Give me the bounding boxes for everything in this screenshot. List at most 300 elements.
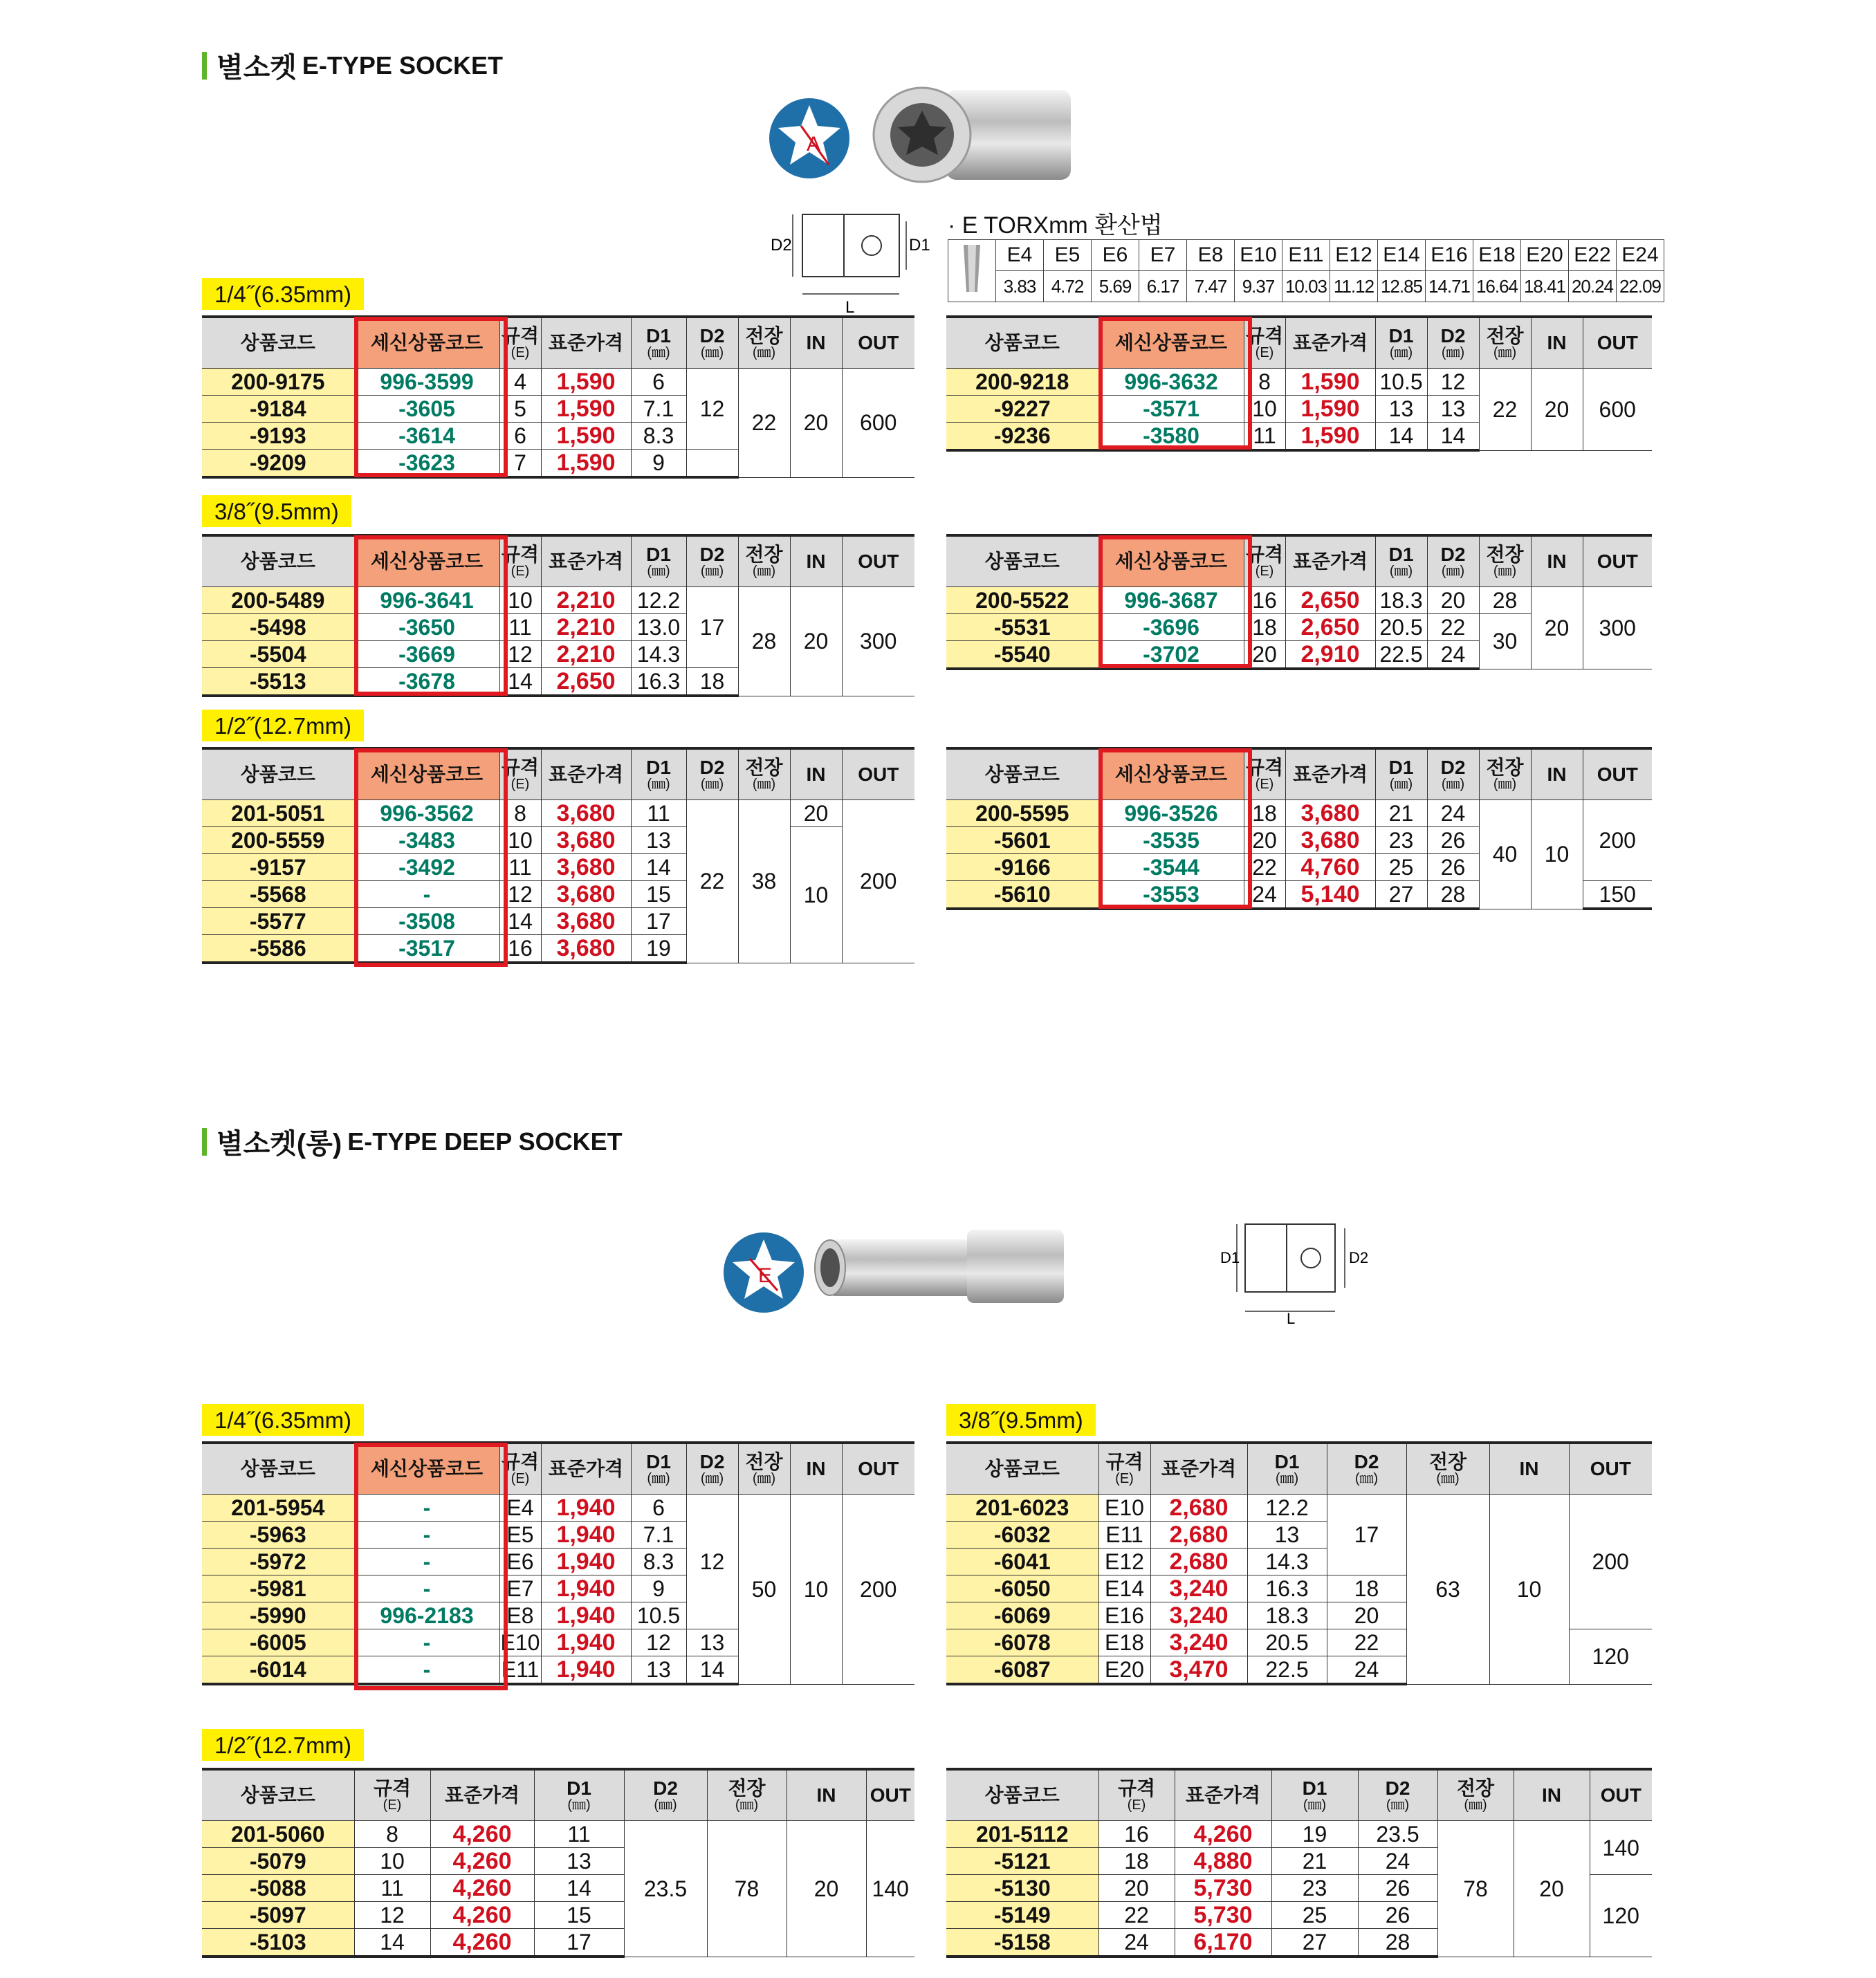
d2-value: 17 bbox=[686, 587, 738, 668]
header-d1 bbox=[1247, 1443, 1327, 1495]
spec-value: 10 bbox=[354, 1848, 430, 1875]
d2-value: 20 bbox=[1427, 587, 1479, 614]
sesin-code: -3702 bbox=[1098, 641, 1244, 669]
d2-value: 12 bbox=[686, 369, 738, 450]
spec-value: 11 bbox=[499, 854, 541, 881]
torx-size-cell: E5 bbox=[1044, 240, 1092, 271]
header-in-text: IN bbox=[1547, 332, 1567, 353]
d1-value: 15 bbox=[631, 881, 686, 908]
sesin-code: -3580 bbox=[1098, 423, 1244, 451]
d1-value: 20.5 bbox=[1247, 1629, 1327, 1656]
header-spec-text: 규격 bbox=[501, 1451, 540, 1472]
price-value: 1,940 bbox=[541, 1575, 631, 1602]
length-value: 63 bbox=[1406, 1495, 1489, 1685]
spec-value: E20 bbox=[1098, 1656, 1150, 1685]
header-out bbox=[1590, 1769, 1652, 1821]
header-d1-unit: (㎜) bbox=[1275, 1471, 1299, 1486]
out-value: 600 bbox=[842, 369, 914, 478]
header-spec-unit: (E) bbox=[511, 345, 530, 360]
out-value: 120 bbox=[1590, 1875, 1652, 1957]
spec-value: 20 bbox=[1244, 641, 1285, 669]
header-length-text: 전장 bbox=[745, 1451, 783, 1472]
d1-value: 25 bbox=[1375, 854, 1427, 881]
product-code: 200-9175 bbox=[202, 369, 354, 396]
spec-value: 14 bbox=[499, 668, 541, 696]
d1-value: 11 bbox=[534, 1821, 624, 1848]
product-code: -5158 bbox=[946, 1929, 1098, 1957]
d1-value: 13 bbox=[1247, 1522, 1327, 1549]
torx-size-cell: E20 bbox=[1521, 240, 1569, 271]
header-code-text: 상품코드 bbox=[240, 1784, 315, 1806]
spec-value: 11 bbox=[499, 614, 541, 641]
header-in bbox=[787, 1769, 866, 1821]
product-code: -9193 bbox=[202, 423, 354, 450]
out-value: 140 bbox=[1590, 1821, 1652, 1875]
header-price-text: 표준가격 bbox=[1292, 764, 1368, 785]
d1-value: 25 bbox=[1271, 1902, 1358, 1929]
length-value: 40 bbox=[1479, 800, 1531, 909]
d1-value: 13.0 bbox=[631, 614, 686, 641]
title-english: E-TYPE SOCKET bbox=[302, 50, 503, 80]
product-code: -5540 bbox=[946, 641, 1098, 669]
header-price bbox=[541, 535, 631, 587]
header-out-text: OUT bbox=[858, 764, 899, 785]
torx-mm-cell: 22.09 bbox=[1617, 271, 1664, 302]
d1-value: 14 bbox=[534, 1875, 624, 1902]
product-code: 201-5112 bbox=[946, 1821, 1098, 1848]
header-spec-text: 규격 bbox=[373, 1777, 412, 1799]
spec-value: 10 bbox=[499, 827, 541, 854]
torx-size-cell: E18 bbox=[1473, 240, 1521, 271]
spec-value: E16 bbox=[1098, 1602, 1150, 1629]
product-code: -5121 bbox=[946, 1848, 1098, 1875]
spec-value: E10 bbox=[500, 1630, 540, 1655]
header-spec bbox=[1098, 1443, 1150, 1495]
price-value: 3,680 bbox=[541, 854, 631, 881]
header-price bbox=[541, 748, 631, 800]
price-value: 1,590 bbox=[1285, 369, 1375, 396]
product-code: 201-6023 bbox=[946, 1495, 1098, 1522]
product-code: 200-5522 bbox=[946, 587, 1098, 614]
sesin-code: 996-3562 bbox=[354, 800, 499, 827]
header-out bbox=[866, 1769, 914, 1821]
header-spec-text: 규격 bbox=[501, 325, 540, 346]
header-d2-unit: (㎜) bbox=[1441, 564, 1465, 579]
header-in-text: IN bbox=[816, 1784, 836, 1806]
product-code: -6087 bbox=[946, 1656, 1098, 1685]
price-value: 3,680 bbox=[541, 908, 631, 935]
table-header-row bbox=[202, 1443, 914, 1495]
title-accent-bar bbox=[202, 1128, 207, 1156]
header-code bbox=[202, 748, 354, 800]
product-code: -6032 bbox=[946, 1522, 1098, 1549]
out-value: 120 bbox=[1569, 1629, 1652, 1685]
header-code-text: 상품코드 bbox=[984, 764, 1060, 785]
price-value: 2,680 bbox=[1150, 1495, 1247, 1522]
sesin-code: -3696 bbox=[1098, 614, 1244, 641]
header-d1-text: D1 bbox=[1302, 1777, 1327, 1799]
spec-value: 14 bbox=[354, 1929, 430, 1957]
section-title-e-type-socket bbox=[202, 46, 503, 85]
header-code bbox=[946, 1769, 1098, 1821]
header-d2-text: D2 bbox=[699, 1451, 725, 1472]
header-length-text: 전장 bbox=[1486, 544, 1524, 565]
product-code: -5963 bbox=[202, 1522, 354, 1549]
header-d1-unit: (㎜) bbox=[1389, 777, 1413, 792]
header-d2-unit: (㎜) bbox=[1441, 345, 1465, 360]
table-half-left bbox=[202, 747, 914, 964]
spec-value: 6 bbox=[499, 423, 541, 450]
d2-value: 28 bbox=[1358, 1929, 1437, 1957]
header-length bbox=[738, 1443, 790, 1495]
header-sesin-code bbox=[1098, 317, 1244, 369]
spec-value: 11 bbox=[1244, 423, 1285, 451]
header-length-text: 전장 bbox=[745, 325, 783, 346]
product-code: -9157 bbox=[202, 854, 354, 881]
price-value: 4,260 bbox=[430, 1848, 534, 1875]
size-label-three-eighths: 3/8˝(9.5mm) bbox=[946, 1404, 1096, 1436]
header-length-text: 전장 bbox=[1456, 1777, 1495, 1799]
header-d2-text: D2 bbox=[1354, 1451, 1379, 1472]
sesin-code: -3669 bbox=[354, 641, 499, 668]
header-d1-unit: (㎜) bbox=[647, 777, 670, 792]
d1-value: 23 bbox=[1271, 1875, 1358, 1902]
spec-value: 18 bbox=[1244, 800, 1285, 827]
header-in bbox=[1489, 1443, 1569, 1495]
header-in bbox=[790, 1443, 842, 1495]
price-value: 1,590 bbox=[1285, 396, 1375, 423]
header-code bbox=[946, 1443, 1098, 1495]
d1-value: 17 bbox=[534, 1929, 624, 1957]
sesin-code: - bbox=[354, 1575, 499, 1602]
table-deep-quarter bbox=[202, 1441, 914, 1685]
header-d2 bbox=[686, 1443, 738, 1495]
header-d2-unit: (㎜) bbox=[1441, 777, 1465, 792]
header-d1 bbox=[1375, 748, 1427, 800]
header-length bbox=[1437, 1769, 1514, 1821]
table-header-row bbox=[946, 748, 1652, 800]
header-spec bbox=[1098, 1769, 1175, 1821]
price-value: 2,680 bbox=[1150, 1549, 1247, 1575]
header-d1-unit: (㎜) bbox=[567, 1797, 591, 1813]
spec-value: 22 bbox=[1098, 1902, 1175, 1929]
header-d1-text: D1 bbox=[1274, 1451, 1300, 1472]
product-code: -5130 bbox=[946, 1875, 1098, 1902]
price-value: 1,940 bbox=[541, 1549, 631, 1575]
header-price bbox=[1175, 1769, 1271, 1821]
product-code: -5097 bbox=[202, 1902, 354, 1929]
header-length-text: 전장 bbox=[1486, 757, 1524, 778]
price-value: 3,680 bbox=[1285, 800, 1375, 827]
product-code: -5498 bbox=[202, 614, 354, 641]
length-value: 50 bbox=[738, 1495, 790, 1685]
d1-value: 14 bbox=[1375, 423, 1427, 451]
spec-value: 20 bbox=[1098, 1875, 1175, 1902]
torx-mm-cell: 18.41 bbox=[1521, 271, 1569, 302]
d1-value: 14.3 bbox=[631, 641, 686, 668]
header-d2 bbox=[686, 748, 738, 800]
header-sesin-code bbox=[354, 317, 499, 369]
header-sesin-code bbox=[354, 535, 499, 587]
header-price bbox=[541, 1443, 631, 1495]
d1-value: 8.3 bbox=[631, 1549, 686, 1575]
torx-size-cell: E10 bbox=[1235, 240, 1282, 271]
sesin-code: - bbox=[354, 1656, 499, 1685]
header-d2-text: D2 bbox=[699, 325, 725, 346]
length-value: 22 bbox=[738, 369, 790, 478]
header-sesin-code-text: 세신상품코드 bbox=[1114, 332, 1228, 353]
in-value: 20 bbox=[787, 1821, 866, 1957]
header-sesin-code-text: 세신상품코드 bbox=[1114, 551, 1228, 572]
price-value: 1,940 bbox=[541, 1656, 631, 1685]
title-english: E-TYPE DEEP SOCKET bbox=[347, 1127, 623, 1156]
header-sesin-code bbox=[354, 748, 499, 800]
d2-value: 22 bbox=[1327, 1629, 1406, 1656]
product-code: 200-5489 bbox=[202, 587, 354, 614]
d1-value: 12.2 bbox=[631, 587, 686, 614]
d2-value: 12 bbox=[686, 1495, 738, 1629]
spec-value: 5 bbox=[499, 396, 541, 423]
torx-mm-row bbox=[948, 271, 1664, 302]
price-value: 4,260 bbox=[430, 1875, 534, 1902]
header-length bbox=[1479, 748, 1531, 800]
torx-size-cell: E8 bbox=[1187, 240, 1235, 271]
sesin-code: 996-2183 bbox=[354, 1602, 499, 1629]
header-out bbox=[842, 317, 914, 369]
spec-value: 16 bbox=[1244, 587, 1285, 614]
in-value: 10 bbox=[1531, 800, 1583, 909]
product-code: -6069 bbox=[946, 1602, 1098, 1629]
table-header-row bbox=[946, 535, 1652, 587]
header-length-unit: (㎜) bbox=[752, 1471, 776, 1486]
torx-mm-cell: 5.69 bbox=[1092, 271, 1139, 302]
out-value: 150 bbox=[1583, 881, 1652, 909]
header-spec-text: 규격 bbox=[1245, 325, 1284, 346]
header-length-unit: (㎜) bbox=[1436, 1471, 1460, 1486]
product-code: 200-5559 bbox=[202, 827, 354, 854]
table-row bbox=[946, 369, 1652, 396]
spec-value: 10 bbox=[499, 587, 541, 614]
product-code: -5577 bbox=[202, 908, 354, 935]
d1-value: 8.3 bbox=[631, 423, 686, 450]
header-d1 bbox=[1271, 1769, 1358, 1821]
d1-value: 17 bbox=[631, 908, 686, 935]
header-out bbox=[1569, 1443, 1652, 1495]
price-value: 1,940 bbox=[541, 1495, 631, 1522]
spec-value: 11 bbox=[354, 1875, 430, 1902]
header-code bbox=[202, 317, 354, 369]
header-d2 bbox=[686, 317, 738, 369]
header-sesin-code bbox=[354, 1443, 499, 1495]
torx-mm-cell: 12.85 bbox=[1378, 271, 1426, 302]
header-length bbox=[738, 748, 790, 800]
length-value: 28 bbox=[1479, 587, 1531, 614]
header-price bbox=[430, 1769, 534, 1821]
dim-d1-label: D1 bbox=[1220, 1249, 1240, 1266]
product-code: 201-5954 bbox=[202, 1495, 354, 1522]
d1-value: 10.5 bbox=[631, 1602, 686, 1629]
header-d1-unit: (㎜) bbox=[647, 564, 670, 579]
header-out-text: OUT bbox=[1590, 1458, 1631, 1479]
d2-value: 26 bbox=[1358, 1902, 1437, 1929]
d2-value: 13 bbox=[686, 1629, 738, 1656]
price-value: 4,260 bbox=[1175, 1821, 1271, 1848]
product-code: -5504 bbox=[202, 641, 354, 668]
price-value: 1,590 bbox=[541, 369, 631, 396]
product-code: -6078 bbox=[946, 1629, 1098, 1656]
header-price-text: 표준가격 bbox=[444, 1784, 520, 1806]
torx-star-a-icon bbox=[768, 97, 851, 180]
product-code: -5972 bbox=[202, 1549, 354, 1575]
header-d1 bbox=[1375, 535, 1427, 587]
header-spec bbox=[1244, 317, 1285, 369]
header-d2 bbox=[624, 1769, 707, 1821]
product-code: -5079 bbox=[202, 1848, 354, 1875]
header-price bbox=[1285, 317, 1375, 369]
price-value: 2,910 bbox=[1285, 641, 1375, 669]
dim-l-label: L bbox=[1287, 1310, 1296, 1327]
header-d2 bbox=[1427, 535, 1479, 587]
price-value: 2,210 bbox=[541, 587, 631, 614]
dim-l-label: L bbox=[845, 298, 855, 317]
in-value: 10 bbox=[1489, 1495, 1569, 1685]
d2-value: 26 bbox=[1427, 827, 1479, 854]
d1-value: 13 bbox=[1375, 396, 1427, 423]
d1-value: 18.3 bbox=[1375, 587, 1427, 614]
header-out bbox=[842, 535, 914, 587]
product-code: -5513 bbox=[202, 668, 354, 696]
header-spec bbox=[499, 1443, 541, 1495]
torx-conversion-title: · E TORXmm 환산법 bbox=[948, 212, 1163, 239]
header-d1 bbox=[631, 748, 686, 800]
spec-value: 8 bbox=[354, 1821, 430, 1848]
d2-value: 24 bbox=[1358, 1848, 1437, 1875]
header-d2-unit: (㎜) bbox=[700, 1471, 724, 1486]
header-spec-text: 규격 bbox=[1117, 1777, 1156, 1799]
table-row bbox=[202, 1821, 914, 1848]
header-d2-text: D2 bbox=[653, 1777, 678, 1799]
in-value: 20 bbox=[1531, 369, 1583, 451]
sesin-code: - bbox=[354, 1495, 499, 1522]
header-in bbox=[1531, 535, 1583, 587]
torx-size-cell: E11 bbox=[1282, 240, 1330, 271]
torx-conversion-table bbox=[948, 239, 1664, 302]
header-sesin-code-text: 세신상품코드 bbox=[370, 764, 484, 785]
torx-bit-icon bbox=[958, 242, 986, 295]
header-length bbox=[1479, 535, 1531, 587]
spec-value: 12 bbox=[499, 641, 541, 668]
header-out-text: OUT bbox=[1597, 551, 1638, 572]
header-in-text: IN bbox=[806, 551, 826, 572]
header-code bbox=[202, 535, 354, 587]
spec-value: 24 bbox=[1244, 881, 1285, 909]
header-d2-text: D2 bbox=[1440, 757, 1466, 778]
product-code: -6050 bbox=[946, 1575, 1098, 1602]
product-code: -5610 bbox=[946, 881, 1098, 909]
header-spec bbox=[499, 748, 541, 800]
product-code: -5103 bbox=[202, 1929, 354, 1957]
d2-value: 18 bbox=[1327, 1575, 1406, 1602]
header-length bbox=[738, 317, 790, 369]
sesin-code: -3623 bbox=[354, 450, 499, 478]
header-d1-unit: (㎜) bbox=[1389, 345, 1413, 360]
dim-d1-label: D1 bbox=[909, 236, 930, 255]
length-value: 22 bbox=[1479, 369, 1531, 451]
header-price-text: 표준가격 bbox=[548, 332, 624, 353]
price-value: 4,260 bbox=[430, 1929, 534, 1957]
header-length-unit: (㎜) bbox=[1493, 564, 1517, 579]
product-code: -5088 bbox=[202, 1875, 354, 1902]
e-deep-socket-photo bbox=[808, 1224, 1071, 1307]
d1-value: 13 bbox=[631, 827, 686, 854]
d2-value: 24 bbox=[1427, 800, 1479, 827]
header-code-text: 상품코드 bbox=[240, 551, 315, 572]
header-d2 bbox=[1358, 1769, 1437, 1821]
table-header-row bbox=[946, 1443, 1652, 1495]
header-spec bbox=[499, 317, 541, 369]
table-row bbox=[202, 587, 914, 614]
header-sesin-code-text: 세신상품코드 bbox=[370, 332, 484, 353]
d2-empty bbox=[686, 450, 738, 478]
table-row bbox=[202, 369, 914, 396]
header-in bbox=[1531, 317, 1583, 369]
sesin-code: 996-3526 bbox=[1098, 800, 1244, 827]
spec-value: 24 bbox=[1098, 1929, 1175, 1957]
header-length-unit: (㎜) bbox=[1493, 345, 1517, 360]
sesin-code: -3508 bbox=[354, 908, 499, 935]
d1-value: 19 bbox=[1271, 1821, 1358, 1848]
header-length-unit: (㎜) bbox=[735, 1797, 759, 1813]
header-price bbox=[541, 317, 631, 369]
header-out-text: OUT bbox=[1600, 1784, 1642, 1806]
d1-value: 6 bbox=[631, 369, 686, 396]
d2-value: 13 bbox=[1427, 396, 1479, 423]
section-title-e-type-deep-socket bbox=[202, 1122, 623, 1161]
header-in-text: IN bbox=[1547, 551, 1567, 572]
table-deep-half-left bbox=[202, 1768, 914, 1958]
header-d2 bbox=[1427, 317, 1479, 369]
header-in bbox=[1531, 748, 1583, 800]
spec-value: 18 bbox=[1098, 1848, 1175, 1875]
header-spec-text: 규격 bbox=[1245, 544, 1284, 565]
header-length-text: 전장 bbox=[745, 757, 783, 778]
d2-value: 24 bbox=[1427, 641, 1479, 669]
header-price-text: 표준가격 bbox=[548, 764, 624, 785]
product-code: -5568 bbox=[202, 881, 354, 908]
product-code: 200-9218 bbox=[946, 369, 1098, 396]
header-code bbox=[202, 1443, 354, 1495]
table-header-row bbox=[946, 1769, 1652, 1821]
product-code: -9209 bbox=[202, 450, 354, 478]
torx-mm-cell: 14.71 bbox=[1426, 271, 1473, 302]
d1-value: 16.3 bbox=[1247, 1575, 1327, 1602]
header-length-text: 전장 bbox=[1486, 325, 1524, 346]
price-value: 3,680 bbox=[541, 881, 631, 908]
header-out bbox=[1583, 748, 1652, 800]
d1-value: 14 bbox=[631, 854, 686, 881]
torx-size-cell: E24 bbox=[1617, 240, 1664, 271]
header-spec-unit: (E) bbox=[1127, 1797, 1146, 1813]
price-value: 1,590 bbox=[541, 450, 631, 478]
torx-size-row bbox=[948, 240, 1664, 271]
header-price-text: 표준가격 bbox=[1161, 1458, 1237, 1479]
header-in-text: IN bbox=[1542, 1784, 1561, 1806]
header-length-text: 전장 bbox=[1428, 1451, 1467, 1472]
d2-value: 26 bbox=[1358, 1875, 1437, 1902]
spec-value: 12 bbox=[354, 1902, 430, 1929]
header-d2-unit: (㎜) bbox=[700, 564, 724, 579]
product-code: -9227 bbox=[946, 396, 1098, 423]
